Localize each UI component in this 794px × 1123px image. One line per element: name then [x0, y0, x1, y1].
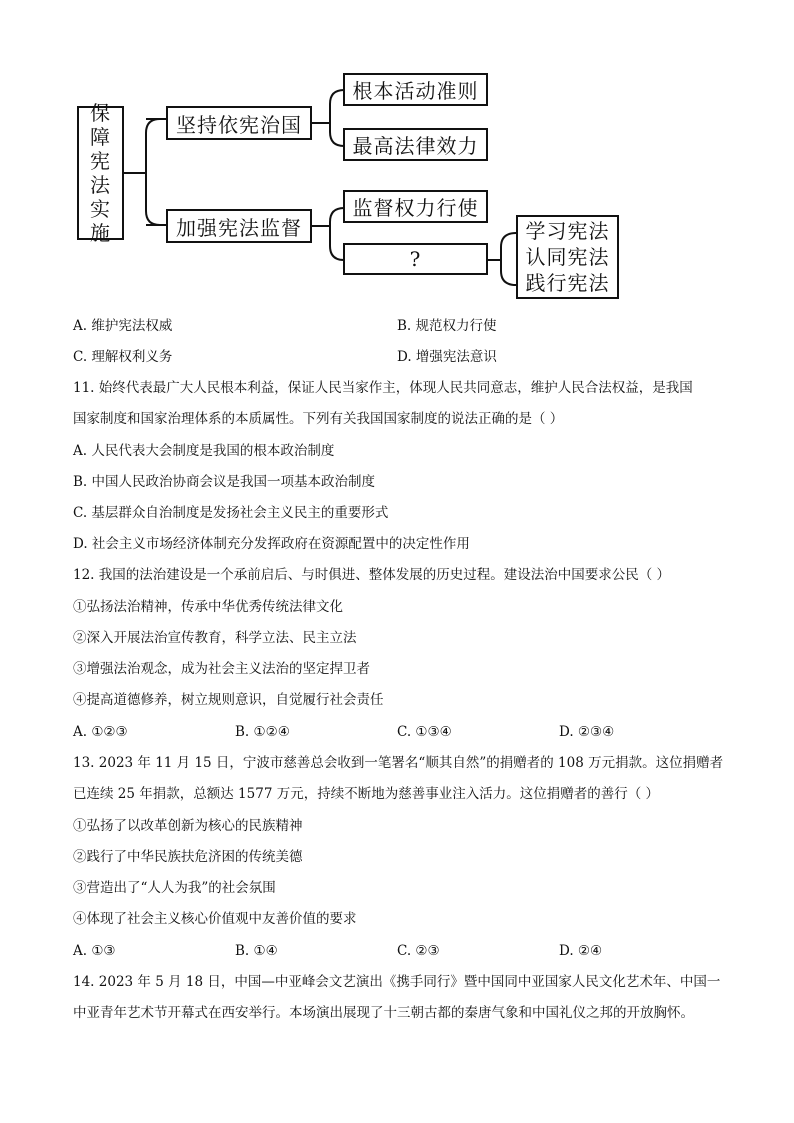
q13-stem-line-2: 已连续 25 年捐款，总额达 1577 万元，持续不断地为慈善事业注入活力。这位捐赠者的善行（ ）: [73, 786, 659, 802]
q12-statement-4: ④提高道德修养，树立规则意识，自觉履行社会责任: [73, 692, 384, 708]
q11-option-d: D. 社会主义市场经济体制充分发挥政府在资源配置中的决定性作用: [73, 536, 470, 552]
q12-statement-2: ②深入开展法治宣传教育，科学立法、民主立法: [73, 630, 357, 646]
root-char: 保: [90, 101, 111, 125]
q12-option-c: C. ①③④: [397, 724, 452, 740]
q11-option-a: A. 人民代表大会制度是我国的根本政治制度: [73, 443, 335, 459]
root-char: 法: [90, 173, 111, 197]
root-char: 施: [90, 221, 111, 245]
practice-stack-box: [516, 215, 619, 299]
branch-2-box: 加强宪法监督: [166, 209, 312, 243]
stack-line: 认同宪法: [525, 245, 610, 269]
root-char: 宪: [90, 149, 111, 173]
q11-stem-line-1: 11. 始终代表最广大人民根本利益，保证人民当家作主，体现人民共同意志，维护人民合法权益，是我国: [73, 380, 693, 396]
q13-statement-4: ④体现了社会主义核心价值观中友善价值的要求: [73, 911, 357, 927]
q13-option-c: C. ②③: [397, 943, 440, 959]
q10-option-d: D. 增强宪法意识: [397, 349, 497, 365]
question-box: ?: [343, 243, 488, 275]
stack-line: 学习宪法: [525, 219, 610, 243]
q10-option-a: A. 维护宪法权威: [73, 318, 173, 334]
branch-1-child-2: 最高法律效力: [343, 128, 488, 161]
stack-line: 践行宪法: [525, 271, 610, 295]
q12-statement-3: ③增强法治观念，成为社会主义法治的坚定捍卫者: [73, 661, 370, 677]
q13-option-a: A. ①③: [73, 943, 116, 959]
concept-map: [0, 0, 794, 310]
q11-option-c: C. 基层群众自治制度是发扬社会主义民主的重要形式: [73, 505, 389, 521]
q13-option-d: D. ②④: [559, 943, 603, 959]
branch-1-box: 坚持依宪治国: [166, 106, 312, 140]
q11-stem-line-2: 国家制度和国家治理体系的本质属性。下列有关我国国家制度的说法正确的是（ ）: [73, 411, 564, 427]
q13-statement-3: ③营造出了“人人为我”的社会氛围: [73, 880, 276, 896]
q14-stem-line-1: 14. 2023 年 5 月 18 日，中国—中亚峰会文艺演出《携手同行》暨中国同中亚国家人民文化艺术年、中国一: [73, 974, 721, 990]
q13-option-b: B. ①④: [235, 943, 278, 959]
q13-statement-2: ②践行了中华民族扶危济困的传统美德: [73, 849, 303, 865]
root-box: [77, 101, 124, 245]
q11-option-b: B. 中国人民政治协商会议是我国一项基本政治制度: [73, 474, 376, 490]
root-char: 实: [90, 197, 111, 221]
q12-option-a: A. ①②③: [73, 724, 128, 740]
branch-2-child-1: 监督权力行使: [343, 190, 488, 223]
q12-option-d: D. ②③④: [559, 724, 615, 740]
q13-stem-line-1: 13. 2023 年 11 月 15 日，宁波市慈善总会收到一笔署名“顺其自然”的捐赠者的 108 万元捐款。这位捐赠者: [73, 755, 724, 771]
q10-option-b: B. 规范权力行使: [397, 318, 497, 334]
q10-option-c: C. 理解权利义务: [73, 349, 173, 365]
branch-1-child-1: 根本活动准则: [343, 73, 488, 106]
q14-stem-line-2: 中亚青年艺术节开幕式在西安举行。本场演出展现了十三朝古都的秦唐气象和中国礼仪之邦的开放胸怀。: [73, 1005, 694, 1021]
q12-statement-1: ①弘扬法治精神，传承中华优秀传统法律文化: [73, 599, 343, 615]
root-char: 障: [90, 125, 111, 149]
q12-option-b: B. ①②④: [235, 724, 290, 740]
q12-stem: 12. 我国的法治建设是一个承前启后、与时俱进、整体发展的历史过程。建设法治中国要求公民（ ）: [73, 567, 671, 583]
q13-statement-1: ①弘扬了以改革创新为核心的民族精神: [73, 818, 303, 834]
